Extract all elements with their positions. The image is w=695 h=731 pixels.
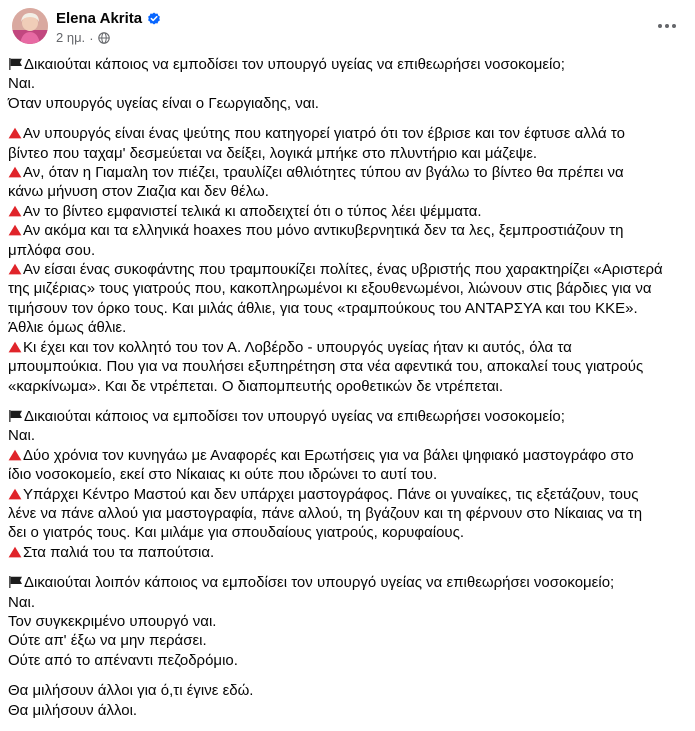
text-line — [8, 485, 686, 504]
line-text: Δικαιούται κάποιος να εμποδίσει τον υπουργό υγείας να επιθεωρήσει νοσοκομείο; — [24, 56, 565, 73]
black-flag-icon — [8, 408, 23, 420]
line-text: κάνω μήνυση στον Ζιαζια και δεν θέλω. — [8, 183, 269, 201]
author-name[interactable]: Elena Akrita — [56, 10, 143, 27]
text-line — [8, 377, 686, 396]
text-line — [8, 612, 686, 631]
red-triangle-icon — [8, 544, 22, 556]
text-line — [8, 573, 686, 592]
post-text — [8, 55, 686, 731]
text-line — [8, 94, 686, 113]
text-line — [8, 124, 686, 143]
text-line — [8, 74, 686, 93]
more-options-button[interactable] — [651, 10, 683, 42]
line-text: Αν υπουργός είναι ένας ψεύτης που κατηγορεί γιατρό ότι τον έβρισε και τον έφτυσε αλλά το — [23, 125, 625, 143]
text-line — [8, 465, 686, 484]
text-line — [8, 651, 686, 670]
line-text: Δικαιούται κάποιος να εμποδίσει τον υπουργό υγείας να επιθεωρήσει νοσοκομείο; — [24, 407, 565, 425]
line-text: Τον συγκεκριμένο υπουργό ναι. — [8, 612, 217, 630]
text-line — [8, 446, 686, 465]
text-line — [8, 407, 686, 426]
line-text: τιμήσουν τον όρκο τους. Και μιλάς άθλιε, για τους «τραμπούκους του ΑΝΤΑΡΣΥΑ και του ΚΚΕ». — [8, 299, 638, 317]
line-text: ίδιο νοσοκομείο, εκεί στο Νίκαιας κι ούτε που ιδρώνει το αυτί του. — [8, 466, 438, 484]
line-text: Όταν υπουργός υγείας είναι ο Γεωργιαδης, ναι. — [8, 94, 319, 112]
line-text: Αν ακόμα και τα ελληνικά hoaxes που μόνο αντικυβερνητικά δεν τα λες, ξεμπροστιάζουν τη — [23, 222, 624, 240]
line-text: Ναι. — [8, 427, 36, 445]
line-text: Αν το βίντεο εμφανιστεί τελικά κι αποδειχτεί ότι ο τύπος λέει ψέμματα. — [23, 202, 482, 220]
post-paragraph — [8, 681, 686, 720]
line-text: Ναι. — [8, 75, 36, 93]
line-text: Στα παλιά του τα παπούτσια. — [23, 543, 215, 561]
text-line — [8, 260, 686, 279]
black-flag-icon — [8, 56, 23, 68]
line-text: Θα μιλήσουν άλλοι για ό,τι έγινε εδώ. — [8, 682, 254, 700]
meta-separator: · — [89, 30, 94, 46]
red-triangle-icon — [8, 261, 22, 273]
line-text: Άθλιε όμως άθλιε. — [8, 319, 127, 337]
text-line — [8, 701, 686, 720]
text-line — [8, 523, 686, 542]
line-text: Ναι. — [8, 593, 36, 611]
text-line — [8, 55, 686, 74]
text-line — [8, 338, 686, 357]
post-paragraph — [8, 573, 686, 670]
line-text: Ούτε απ' έξω να μην περάσει. — [8, 632, 207, 650]
line-text: Αν είσαι ένας συκοφάντης που τραμπουκίζει πολίτες, ένας υβριστής που χαρακτηρίζει «Αριστερά — [23, 261, 663, 279]
text-line — [8, 543, 686, 562]
post-header — [12, 6, 683, 50]
line-text: Ούτε από το απέναντι πεζοδρόμιο. — [8, 651, 238, 669]
post-paragraph — [8, 407, 686, 562]
line-text: Θα μιλήσουν άλλοι. — [8, 701, 138, 719]
text-line — [8, 631, 686, 650]
post-paragraph — [8, 55, 686, 113]
text-line — [8, 357, 686, 376]
black-flag-icon — [8, 574, 23, 586]
line-text: μπουμπούκια. Που για να πουλήσει εξυπηρέτηση στα νέα αφεντικά του, αποκαλεί τους γιατρούς — [8, 358, 644, 376]
globe-icon — [98, 32, 110, 44]
text-line — [8, 681, 686, 700]
text-line — [8, 279, 686, 298]
red-triangle-icon — [8, 222, 22, 234]
post-timestamp[interactable]: 2 ημ. — [56, 30, 86, 45]
text-line — [8, 318, 686, 337]
text-line — [8, 593, 686, 612]
text-line — [8, 144, 686, 163]
text-line — [8, 163, 686, 182]
line-text: δει ο γιατρός τους. Και μιλάμε για σπουδαίους γιατρούς, κορυφαίους. — [8, 524, 465, 542]
line-text: της μιζέριας» τους γιατρούς που, κακοπληρωμένοι κι εξουθενωμένοι, λιώνουν στις βάρδιες για να — [8, 280, 652, 298]
line-text: Δικαιούται λοιπόν κάποιος να εμποδίσει τον υπουργό υγείας να επιθεωρήσει νοσοκομείο; — [24, 574, 615, 592]
line-text: Υπάρχει Κέντρο Μαστού και δεν υπάρχει μαστογράφος. Πάνε οι γυναίκες, τις εξετάζουν, τους — [23, 485, 639, 503]
red-triangle-icon — [8, 164, 22, 176]
avatar-photo-icon — [12, 8, 48, 44]
post-paragraph — [8, 124, 686, 396]
line-text: Αν, όταν η Γιαμαλη τον πιέζει, τραυλίζει αθλιότητες τύπου αν βγάλω το βίντεο θα πρέπει να — [23, 164, 624, 182]
line-text: μπλόφα σου. — [8, 241, 96, 259]
text-line — [8, 182, 686, 201]
text-line — [8, 202, 686, 221]
red-triangle-icon — [8, 339, 22, 351]
more-options-dot — [665, 24, 669, 28]
line-text: βίντεο που ταχαμ' δεσμεύεται να δείξει, λογικά μπήκε στο πλυντήριο και μάζεψε. — [8, 144, 538, 162]
text-line — [8, 221, 686, 240]
line-text: λένε να πάνε αλλού για μαστογραφία, πάνε αλλού, τη βγάζουν και τη φέρνουν στο Νίκαιας να τη — [8, 504, 643, 522]
avatar[interactable] — [12, 8, 48, 44]
text-line — [8, 426, 686, 445]
text-line — [8, 241, 686, 260]
line-text: Δύο χρόνια τον κυνηγάω με Αναφορές και Ερωτήσεις για να βάλει ψηφιακό μαστογράφο στο — [23, 446, 634, 464]
red-triangle-icon — [8, 447, 22, 459]
line-text: «καρκίνωμα». Και δε ντρέπεται. Ο διαπομπευτής οροθετικών δε ντρέπεται. — [8, 377, 504, 395]
more-options-dot — [672, 24, 676, 28]
red-triangle-icon — [8, 125, 22, 137]
red-triangle-icon — [8, 203, 22, 215]
red-triangle-icon — [8, 486, 22, 498]
text-line — [8, 299, 686, 318]
line-text: Κι έχει και τον κολλητό του τον Α. Λοβέρδο - υπουργός υγείας ήταν κι αυτός, όλα τα — [23, 338, 572, 356]
verified-badge-icon — [147, 12, 161, 26]
more-options-icon — [658, 24, 662, 28]
text-line — [8, 504, 686, 523]
